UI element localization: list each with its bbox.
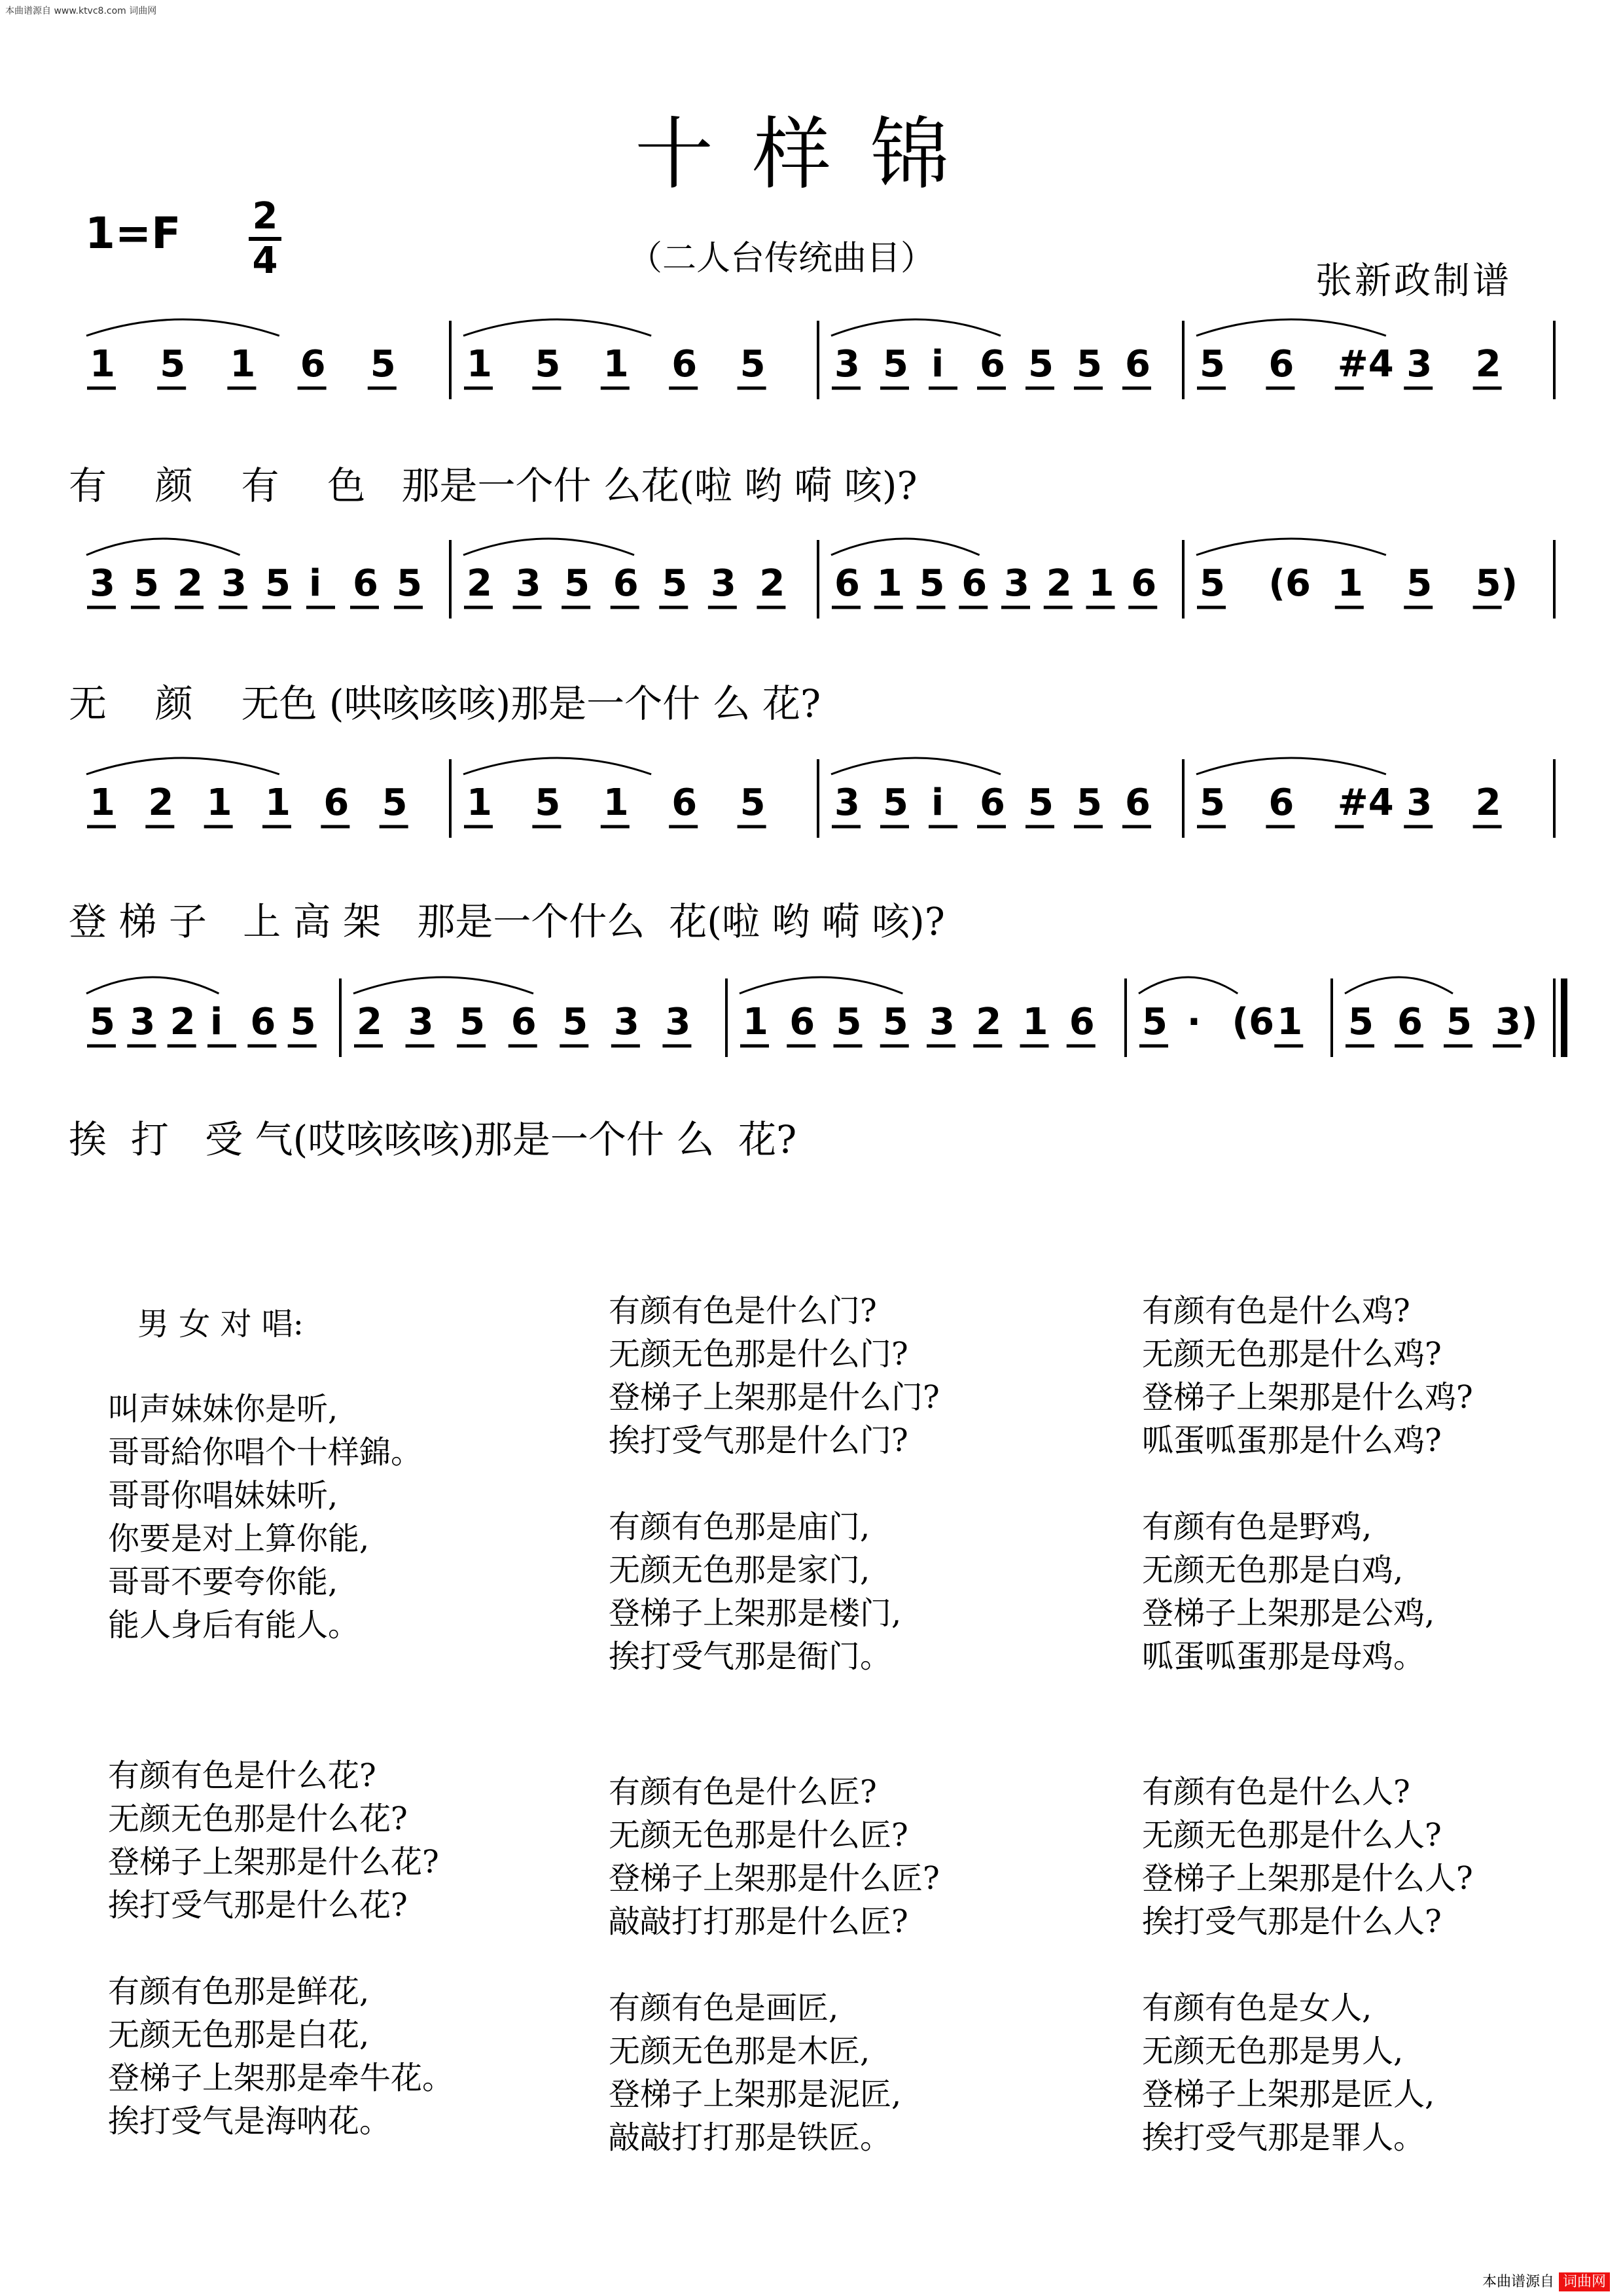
note: 1 <box>1022 1001 1048 1043</box>
verse-line: 呱蛋呱蛋那是母鸡。 <box>1142 1638 1425 1675</box>
slur <box>831 758 1001 774</box>
note: 1 <box>876 562 902 605</box>
subtitle: （二人台传统曲目） <box>628 239 935 278</box>
verse-block-col1-c <box>108 1970 454 2143</box>
verse-line: 你要是对上算你能, <box>108 1520 370 1557</box>
note: 5 <box>882 1001 908 1043</box>
note: 6 <box>353 562 378 605</box>
verse-block-col3-a <box>1142 1289 1473 1462</box>
verse-heading: 男 女 对 唱: <box>137 1306 304 1342</box>
slur <box>831 319 1001 336</box>
note: 6 <box>961 562 988 605</box>
note: 5) <box>1475 562 1518 605</box>
note: 3 <box>130 1001 156 1043</box>
verse-block-col2-a <box>609 1289 940 1462</box>
note: · <box>1186 1001 1202 1043</box>
note: 6 <box>1397 1001 1423 1043</box>
verse-line: 无颜无色那是木匠, <box>609 2033 870 2070</box>
note: 5 <box>919 562 945 605</box>
song-title: 十样锦 <box>635 109 988 200</box>
note: 5 <box>90 1001 115 1043</box>
verse-line: 有颜有色是什么鸡? <box>1142 1293 1410 1329</box>
verse-line: 无颜无色那是白鸡, <box>1142 1552 1404 1588</box>
verse-line: 登梯子上架那是公鸡, <box>1142 1595 1435 1632</box>
note: 5 <box>370 343 396 386</box>
verse-line: 无颜无色那是什么人? <box>1142 1817 1442 1854</box>
note: 2 <box>357 1001 382 1043</box>
note: 6 <box>1125 343 1150 386</box>
slur <box>1139 977 1238 994</box>
verse-line: 挨打受气那是衙门。 <box>609 1638 892 1675</box>
note: 2 <box>976 1001 1002 1043</box>
slur <box>463 758 651 774</box>
note: 5 <box>564 562 590 605</box>
slur <box>86 758 279 774</box>
verse-line: 登梯子上架那是泥匠, <box>609 2076 902 2113</box>
note: 5 <box>134 562 159 605</box>
note: 2 <box>467 562 492 605</box>
note: 3 <box>1406 343 1433 386</box>
note: 1 <box>265 781 291 824</box>
verse-block-col1-a <box>108 1388 422 1647</box>
verse-block-col3-b <box>1142 1505 1435 1678</box>
note: 6 <box>250 1001 276 1043</box>
note: 5 <box>1142 1001 1168 1043</box>
lyrics-line-3: 登 梯 子 上 高 架 那是一个什么 花(啦 哟 嗬 咳)? <box>69 899 945 944</box>
note: (6 <box>1232 1001 1275 1043</box>
note: 5 <box>265 562 291 605</box>
note: 1 <box>90 343 115 386</box>
verse-line: 无颜无色那是家门, <box>609 1552 870 1588</box>
verse-line: 有颜有色是什么人? <box>1142 1774 1410 1810</box>
verse-line: 有颜有色是野鸡, <box>1142 1509 1372 1545</box>
verse-line: 登梯子上架那是什么门? <box>609 1379 940 1416</box>
note: 1 <box>206 781 232 824</box>
verse-line: 无颜无色那是男人, <box>1142 2033 1404 2070</box>
note: 6 <box>613 562 639 605</box>
note: 5 <box>1200 343 1225 386</box>
note: 6 <box>980 343 1005 386</box>
note: 6 <box>1131 562 1157 605</box>
verse-line: 有颜有色是画匠, <box>609 1990 839 2026</box>
note: 5 <box>1200 562 1225 605</box>
note: 2 <box>1475 343 1501 386</box>
verse-line: 有颜有色那是鲜花, <box>108 1973 370 2010</box>
note: 6 <box>1069 1001 1095 1043</box>
verse-line: 有颜有色那是庙门, <box>609 1509 870 1545</box>
note: 3 <box>613 1001 639 1043</box>
verse-line: 无颜无色那是什么花? <box>108 1801 408 1837</box>
verse-line: 登梯子上架那是楼门, <box>609 1595 902 1632</box>
note: (6 <box>1268 562 1311 605</box>
note: 5 <box>1446 1001 1472 1043</box>
note: 6 <box>1268 343 1294 386</box>
verse-line: 敲敲打打那是什么匠? <box>609 1903 908 1940</box>
lyrics-line-2: 无 颜 无色 (哄咳咳咳)那是一个什 么 花? <box>69 681 821 726</box>
slur <box>831 539 980 555</box>
note: #4 <box>1337 343 1394 386</box>
note: 3 <box>834 781 860 824</box>
footer-brand-left: 本曲谱源自 <box>1482 2274 1554 2290</box>
composer: 张新政制谱 <box>1315 260 1512 302</box>
verse-line: 挨打受气那是什么人? <box>1142 1903 1442 1940</box>
note: 1 <box>1277 1001 1303 1043</box>
slur <box>1196 539 1386 555</box>
note: 2 <box>148 781 174 824</box>
verse-line: 挨打受气那是罪人。 <box>1142 2119 1425 2156</box>
verse-line: 有颜有色是什么花? <box>108 1757 376 1794</box>
verse-block-col3-c <box>1142 1770 1473 1943</box>
verse-line: 呱蛋呱蛋那是什么鸡? <box>1142 1422 1442 1459</box>
note: 1 <box>230 343 256 386</box>
note: 6 <box>789 1001 815 1043</box>
note: i <box>309 562 322 605</box>
note: 5 <box>382 781 408 824</box>
verse-line: 无颜无色那是什么门? <box>609 1336 908 1372</box>
note: 5 <box>535 781 561 824</box>
verse-line: 有颜有色是什么门? <box>609 1293 877 1329</box>
note: 6 <box>980 781 1005 824</box>
note: 6 <box>834 562 860 605</box>
note: 2 <box>1046 562 1072 605</box>
verse-line: 哥哥你唱妹妹听, <box>108 1477 338 1514</box>
slur <box>86 319 279 336</box>
slur <box>1196 319 1386 336</box>
note: 1 <box>1337 562 1363 605</box>
note: 2 <box>169 1001 196 1043</box>
note: 6 <box>671 343 698 386</box>
verse-line: 敲敲打打那是铁匠。 <box>609 2119 892 2156</box>
note: 1 <box>90 781 115 824</box>
verse-block-col1-b <box>108 1754 439 1927</box>
note: 3 <box>1004 562 1029 605</box>
note: 5 <box>836 1001 862 1043</box>
note: i <box>210 1001 223 1043</box>
time-signature-bottom: 4 <box>252 240 278 282</box>
note: 1 <box>603 343 629 386</box>
time-signature-top: 2 <box>252 195 278 238</box>
note: 2 <box>759 562 785 605</box>
note: 5 <box>562 1001 588 1043</box>
note: 1 <box>603 781 629 824</box>
note: 2 <box>177 562 203 605</box>
verse-line: 有颜有色是什么匠? <box>609 1774 877 1810</box>
note: 5 <box>883 781 908 824</box>
slur <box>353 977 533 994</box>
note: 6 <box>323 781 349 824</box>
note: 5 <box>740 781 766 824</box>
verse-line: 能人身后有能人。 <box>108 1607 360 1643</box>
verse-block-col2-c <box>609 1770 940 1943</box>
slur <box>1345 977 1453 994</box>
verse-line: 挨打受气那是什么门? <box>609 1422 908 1459</box>
lyrics-line-4: 挨 打 受 气(哎咳咳咳)那是一个什 么 花? <box>69 1117 797 1162</box>
note: 5 <box>535 343 561 386</box>
note: 1 <box>467 781 492 824</box>
verse-line: 挨打受气那是什么花? <box>108 1887 408 1924</box>
slur <box>740 977 902 994</box>
note: 5 <box>1077 781 1102 824</box>
note: 3 <box>710 562 736 605</box>
verse-line: 叫声妹妹你是听, <box>108 1391 338 1427</box>
verse-block-col3-d <box>1142 1986 1435 2159</box>
note: 6 <box>300 343 326 386</box>
note: 6 <box>1268 781 1294 824</box>
verse-line: 登梯子上架那是什么鸡? <box>1142 1379 1473 1416</box>
note: 3 <box>515 562 541 605</box>
verse-block-col2-d <box>609 1986 901 2159</box>
verse-line: 登梯子上架那是牵牛花。 <box>108 2060 454 2096</box>
note: 3) <box>1495 1001 1538 1043</box>
note: 2 <box>1475 781 1501 824</box>
verse-line: 哥哥不要夸你能, <box>108 1564 338 1600</box>
note: i <box>931 343 944 386</box>
verse-block-col2-b <box>609 1505 901 1678</box>
verse-line: 挨打受气是海呐花。 <box>108 2103 391 2140</box>
note: 5 <box>459 1001 486 1043</box>
note: 3 <box>221 562 247 605</box>
note: 5 <box>740 343 766 386</box>
note: 5 <box>397 562 422 605</box>
note: 1 <box>743 1001 768 1043</box>
note: 5 <box>290 1001 316 1043</box>
note: 3 <box>90 562 115 605</box>
footer-brand <box>1482 2270 1610 2291</box>
slur <box>86 977 219 994</box>
note: 3 <box>929 1001 955 1043</box>
note: 3 <box>1406 781 1433 824</box>
verse-line: 无颜无色那是什么匠? <box>609 1817 908 1854</box>
note: 6 <box>1125 781 1150 824</box>
footer-brand-right: 词曲网 <box>1559 2272 1610 2291</box>
top-watermark: 本曲谱源自 www.ktvc8.com 词曲网 <box>5 6 157 16</box>
note: 6 <box>671 781 698 824</box>
verse-line: 无颜无色那是白花, <box>108 2017 370 2053</box>
slur <box>463 539 634 555</box>
note: i <box>931 781 944 824</box>
note: 5 <box>662 562 688 605</box>
note: 5 <box>1348 1001 1374 1043</box>
note: 5 <box>160 343 186 386</box>
note: 3 <box>665 1001 691 1043</box>
note: 5 <box>1077 343 1102 386</box>
verse-line: 登梯子上架那是匠人, <box>1142 2076 1435 2113</box>
note: 1 <box>467 343 492 386</box>
note: 5 <box>1200 781 1225 824</box>
slur <box>86 539 240 555</box>
note: #4 <box>1337 781 1394 824</box>
verse-line: 有颜有色是女人, <box>1142 1990 1372 2026</box>
verse-line: 登梯子上架那是什么花? <box>108 1844 439 1880</box>
lyrics-line-1: 有 颜 有 色 那是一个什 么花(啦 哟 嗬 咳)? <box>69 463 918 508</box>
note: 6 <box>510 1001 537 1043</box>
slur <box>463 319 651 336</box>
note: 5 <box>1028 781 1054 824</box>
note: 1 <box>1088 562 1115 605</box>
note: 3 <box>834 343 860 386</box>
note: 5 <box>883 343 908 386</box>
note: 5 <box>1406 562 1433 605</box>
note: 3 <box>408 1001 434 1043</box>
verse-line: 哥哥給你唱个十样錦。 <box>108 1434 423 1471</box>
verse-line: 登梯子上架那是什么人? <box>1142 1860 1473 1897</box>
slur <box>1196 758 1386 774</box>
verse-line: 无颜无色那是什么鸡? <box>1142 1336 1442 1372</box>
key-signature: 1=F <box>85 208 181 259</box>
note: 5 <box>1028 343 1054 386</box>
verse-line: 登梯子上架那是什么匠? <box>609 1860 940 1897</box>
